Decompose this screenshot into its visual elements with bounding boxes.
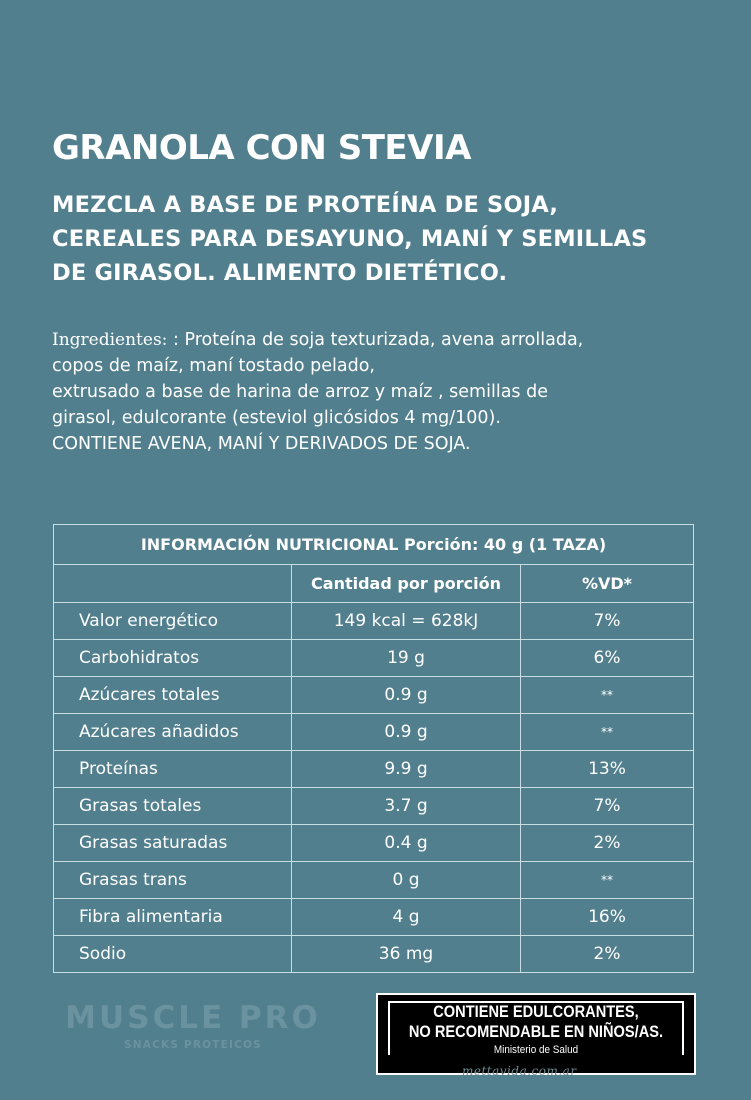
product-description-line: CEREALES PARA DESAYUNO, MANÍ Y SEMILLAS — [52, 226, 648, 252]
nutrient-name: Carbohidratos — [54, 640, 292, 677]
nutrition-row — [54, 788, 694, 825]
column-header-amount: Cantidad por porción — [292, 565, 521, 603]
nutrient-daily-value: 2% — [521, 936, 694, 973]
brand-name: MUSCLE PRO — [65, 1000, 321, 1036]
nutrient-daily-value: 2% — [521, 825, 694, 862]
product-description — [52, 188, 702, 290]
nutrition-facts-table — [53, 524, 694, 973]
ingredients-label: Ingredientes: — [52, 330, 168, 350]
nutrient-daily-value: ** — [521, 862, 694, 899]
nutrition-caption: INFORMACIÓN NUTRICIONAL Porción: 40 g (1 TAZA) — [54, 525, 694, 565]
ingredients-line: copos de maíz, maní tostado pelado, — [52, 356, 375, 376]
nutrient-amount: 0 g — [292, 862, 521, 899]
nutrient-amount: 4 g — [292, 899, 521, 936]
nutrient-daily-value: 16% — [521, 899, 694, 936]
nutrition-row — [54, 640, 694, 677]
warning-line-2: NO RECOMENDABLE EN NIÑOS/AS. — [408, 1022, 664, 1041]
nutrient-name: Azúcares añadidos — [54, 714, 292, 751]
nutrient-name: Grasas totales — [54, 788, 292, 825]
ingredients-line: CONTIENE AVENA, MANÍ Y DERIVADOS DE SOJA. — [52, 434, 471, 454]
warning-line-1: CONTIENE EDULCORANTES, — [433, 1002, 639, 1021]
nutrient-amount: 19 g — [292, 640, 521, 677]
nutrient-amount: 0.4 g — [292, 825, 521, 862]
nutrient-daily-value: 7% — [521, 788, 694, 825]
warning-authority: Ministerio de Salud — [493, 1044, 579, 1056]
product-description-line: DE GIRASOL. ALIMENTO DIETÉTICO. — [52, 260, 508, 286]
nutrient-name: Grasas saturadas — [54, 825, 292, 862]
nutrient-daily-value: ** — [521, 714, 694, 751]
nutrient-daily-value: ** — [521, 677, 694, 714]
sweetener-warning-seal — [376, 993, 696, 1075]
nutrient-amount: 0.9 g — [292, 677, 521, 714]
ingredients-text: : Proteína de soja texturizada, avena arrollada, — [172, 330, 584, 350]
nutrition-row — [54, 603, 694, 640]
product-description-line: MEZCLA A BASE DE PROTEÍNA DE SOJA, — [52, 192, 559, 218]
ingredients-block — [52, 327, 712, 457]
nutrition-row — [54, 936, 694, 973]
nutrient-amount: 149 kcal = 628kJ — [292, 603, 521, 640]
product-title: GRANOLA CON STEVIA — [52, 128, 471, 168]
brand-logo — [52, 1000, 334, 1051]
ingredients-line: girasol, edulcorante (esteviol glicósidos 4 mg/100). — [52, 408, 501, 428]
nutrition-row — [54, 862, 694, 899]
nutrition-row — [54, 751, 694, 788]
column-header-nutrient — [54, 565, 292, 603]
ingredients-line: extrusado a base de harina de arroz y maíz , semillas de — [52, 382, 548, 402]
nutrient-amount: 0.9 g — [292, 714, 521, 751]
nutrient-name: Sodio — [54, 936, 292, 973]
nutrient-name: Azúcares totales — [54, 677, 292, 714]
nutrient-amount: 3.7 g — [292, 788, 521, 825]
nutrition-row — [54, 825, 694, 862]
ingredients-line — [52, 327, 712, 353]
nutrient-daily-value: 7% — [521, 603, 694, 640]
nutrient-amount: 9.9 g — [292, 751, 521, 788]
nutrient-name: Proteínas — [54, 751, 292, 788]
nutrient-daily-value: 13% — [521, 751, 694, 788]
nutrient-name: Valor energético — [54, 603, 292, 640]
nutrient-name: Fibra alimentaria — [54, 899, 292, 936]
nutrition-row — [54, 714, 694, 751]
nutrition-row — [54, 899, 694, 936]
nutrient-amount: 36 mg — [292, 936, 521, 973]
nutrient-name: Grasas trans — [54, 862, 292, 899]
watermark: mettavida.com.ar — [462, 1064, 577, 1078]
column-header-dv: %VD* — [521, 565, 694, 603]
nutrition-row — [54, 677, 694, 714]
nutrient-daily-value: 6% — [521, 640, 694, 677]
brand-tagline: SNACKS PROTEICOS — [124, 1039, 262, 1051]
nutrition-header-row — [54, 565, 694, 603]
